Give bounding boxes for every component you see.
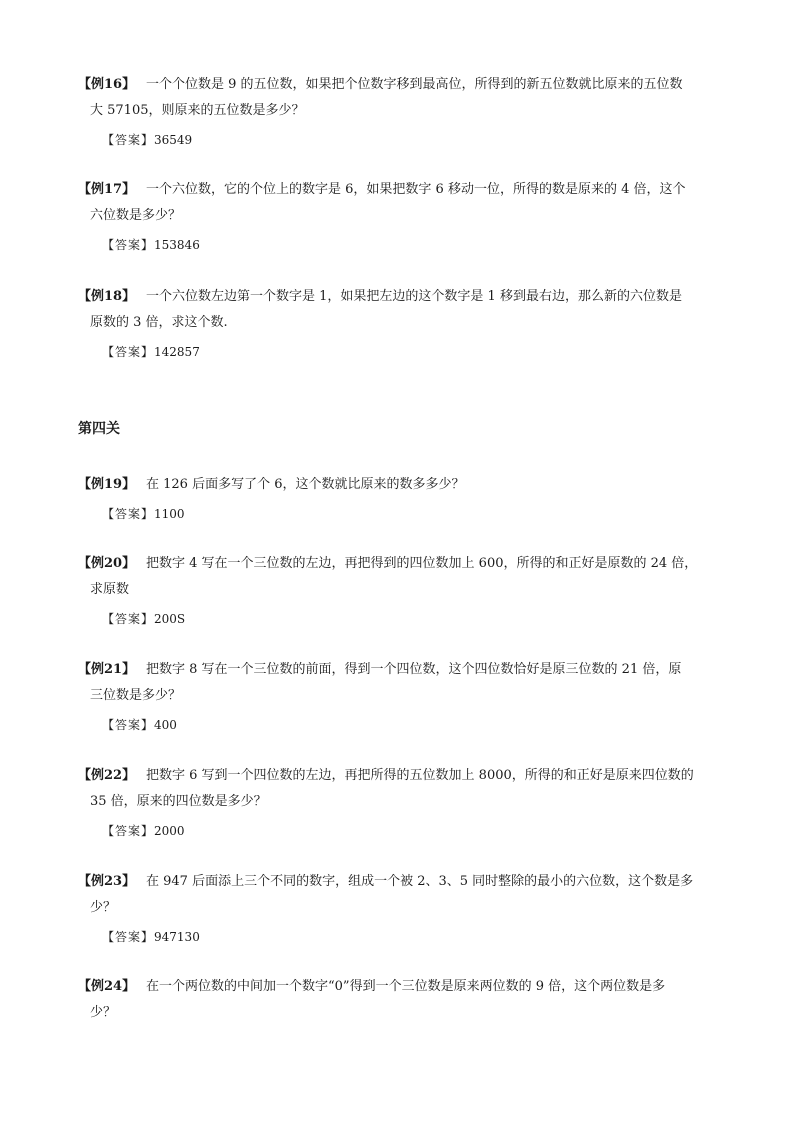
problem-18-answer <box>78 341 730 363</box>
problem-17-line-1 <box>78 177 730 203</box>
problem-20-line-2: 求原数 <box>90 582 130 597</box>
problem-17-answer <box>78 234 730 256</box>
problem-18-text-1: 一个六位数左边第一个数字是 1，如果把左边的这个数字是 1 移到最右边，那么新的六位数是 <box>146 289 682 304</box>
problem-18-label: 【例18】 <box>78 289 136 304</box>
problem-16-answer <box>78 129 730 151</box>
problem-24-label: 【例24】 <box>78 979 136 994</box>
answer-key: 【答案】 <box>102 718 155 732</box>
problem-19-line-1 <box>78 472 730 498</box>
problem-24 <box>78 974 730 1026</box>
problem-21-label: 【例21】 <box>78 662 136 677</box>
problem-22-line-2: 35 倍，原来的四位数是多少？ <box>90 794 267 809</box>
problem-17-label: 【例17】 <box>78 182 136 197</box>
answer-value: 153846 <box>154 238 200 252</box>
problem-23-answer <box>78 926 730 948</box>
answer-value: 142857 <box>154 345 200 359</box>
answer-key: 【答案】 <box>102 507 155 521</box>
problem-18-line-2: 原数的 3 倍，求这个数. <box>90 315 228 330</box>
problem-18-line-1 <box>78 284 730 310</box>
problem-17-text-1: 一个六位数，它的个位上的数字是 6，如果把数字 6 移动一位，所得的数是原来的 4 倍，这个 <box>146 182 686 197</box>
problem-24-text-1: 在一个两位数的中间加一个数字“0”得到一个三位数是原来两位数的 9 倍，这个两位数是多 <box>146 979 666 994</box>
answer-value: 36549 <box>154 133 193 147</box>
problem-21-text-1: 把数字 8 写在一个三位数的前面，得到一个四位数，这个四位数恰好是原三位数的 21 倍，原 <box>146 662 682 677</box>
problem-23 <box>78 869 730 948</box>
problem-22-answer <box>78 820 730 842</box>
problem-22-text-1: 把数字 6 写到一个四位数的左边，再把所得的五位数加上 8000，所得的和正好是原来四位数的 <box>146 768 694 783</box>
answer-key: 【答案】 <box>102 238 155 252</box>
problem-19 <box>78 472 730 525</box>
problem-21 <box>78 657 730 736</box>
problem-24-line-1 <box>78 974 730 1000</box>
problem-22 <box>78 763 730 842</box>
problem-20-answer <box>78 608 730 630</box>
answer-value: 2000 <box>154 824 185 838</box>
answer-value: 200S <box>154 612 186 626</box>
problem-23-line-1 <box>78 869 730 895</box>
problem-16-line-2: 大 57105，则原来的五位数是多少？ <box>90 103 305 118</box>
problem-16 <box>78 72 730 151</box>
answer-key: 【答案】 <box>102 345 155 359</box>
problem-17-line-2: 六位数是多少？ <box>90 208 182 223</box>
answer-value: 400 <box>154 718 177 732</box>
problem-22-line-1 <box>78 763 730 789</box>
problem-19-label: 【例19】 <box>78 477 136 492</box>
problem-20-line-1 <box>78 551 730 577</box>
problem-16-line-1 <box>78 72 730 98</box>
answer-key: 【答案】 <box>102 133 155 147</box>
problem-23-line-2: 少？ <box>90 900 117 915</box>
problem-22-label: 【例22】 <box>78 768 136 783</box>
problem-18 <box>78 284 730 363</box>
problem-17 <box>78 177 730 256</box>
problem-19-text-1: 在 126 后面多写了个 6，这个数就比原来的数多多少？ <box>146 477 465 492</box>
problem-19-answer <box>78 503 730 525</box>
problem-16-text-1: 一个个位数是 9 的五位数，如果把个位数字移到最高位，所得到的新五位数就比原来的五位数 <box>146 77 683 92</box>
answer-key: 【答案】 <box>102 612 155 626</box>
problem-20-text-1: 把数字 4 写在一个三位数的左边，再把得到的四位数加上 600，所得的和正好是原数的 24 倍， <box>146 556 698 571</box>
answer-key: 【答案】 <box>102 930 155 944</box>
problem-21-answer <box>78 714 730 736</box>
problem-20 <box>78 551 730 630</box>
problem-21-line-1 <box>78 657 730 683</box>
answer-value: 947130 <box>154 930 200 944</box>
answer-value: 1100 <box>154 507 185 521</box>
problem-20-label: 【例20】 <box>78 556 136 571</box>
problem-24-line-2: 少？ <box>90 1005 117 1020</box>
problem-16-label: 【例16】 <box>78 77 136 92</box>
answer-key: 【答案】 <box>102 824 155 838</box>
problem-21-line-2: 三位数是多少？ <box>90 688 182 703</box>
problem-23-text-1: 在 947 后面添上三个不同的数字，组成一个被 2、3、5 同时整除的最小的六位数，这个数是多 <box>146 874 694 889</box>
problem-23-label: 【例23】 <box>78 874 136 889</box>
section-title: 第四关 <box>78 421 120 437</box>
